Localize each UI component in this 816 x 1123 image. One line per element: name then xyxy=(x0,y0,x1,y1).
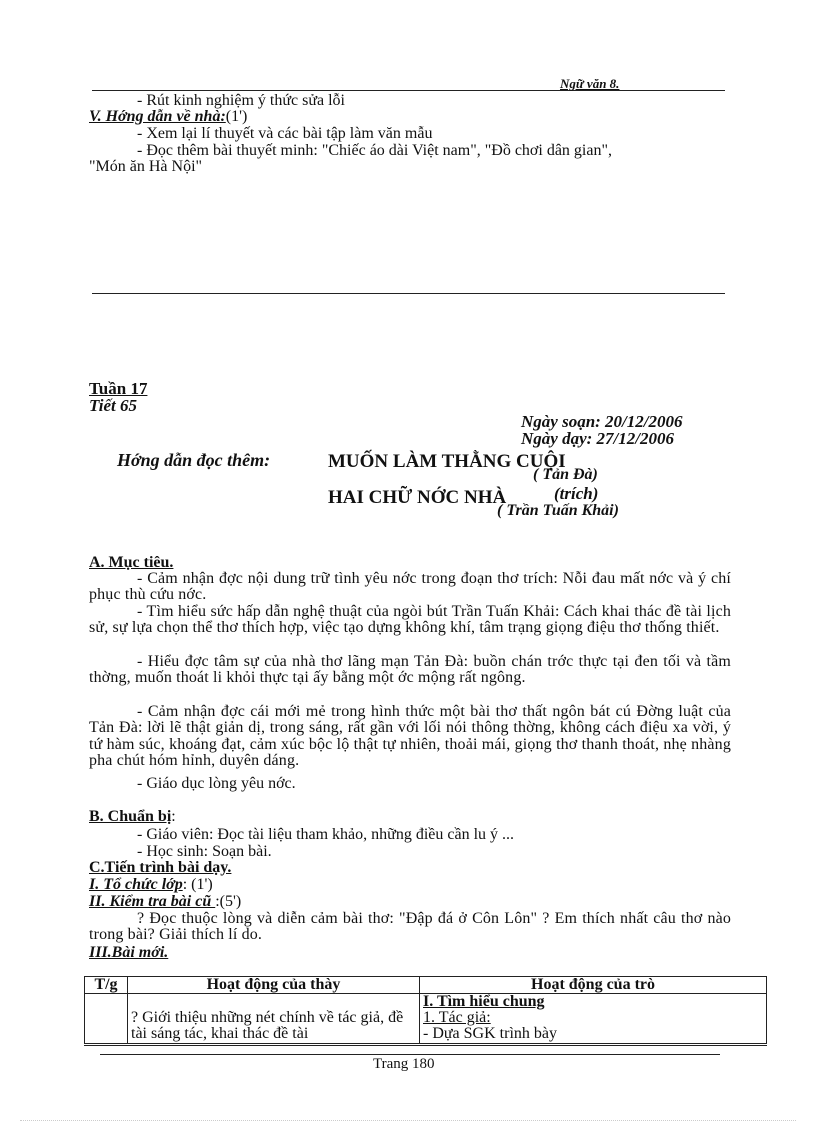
lesson-table xyxy=(84,976,767,1044)
goals-heading: A. Mục tiêu. xyxy=(89,554,174,571)
table-row xyxy=(85,994,767,1044)
check-row xyxy=(89,893,241,911)
check-heading: II. Kiểm tra bài cũ xyxy=(89,893,216,910)
prev-line-1: - Rút kinh nghiệm ý thức sửa lỗi xyxy=(137,92,345,109)
section-divider xyxy=(92,293,725,294)
table-bottom-rule xyxy=(84,1045,767,1046)
teach-date: Ngày dạy: 27/12/2006 xyxy=(521,429,674,448)
cell-student xyxy=(420,994,767,1044)
student-heading-1: I. Tìm hiểu chung xyxy=(423,993,545,1010)
prep-heading: B. Chuẩn bị xyxy=(89,808,172,825)
col-student-header: Hoạt động của trò xyxy=(420,977,767,994)
org-time: : (1') xyxy=(182,876,213,893)
poem-title-2: HAI CHỮ NỚC NHÀ xyxy=(328,487,507,508)
poem-title-1: MUỐN LÀM THẰNG CUỘI xyxy=(328,451,566,472)
header-rule xyxy=(92,90,725,91)
poem-author-2: ( Trần Tuấn Khải) xyxy=(497,502,619,519)
period-label: Tiết 65 xyxy=(89,396,137,415)
week-label: Tuần 17 xyxy=(89,379,148,398)
student-heading-2: 1. Tác giả: xyxy=(423,1009,491,1026)
cell-time xyxy=(85,994,128,1044)
table-header-row xyxy=(85,977,767,994)
prep-colon: : xyxy=(171,808,176,825)
homework-heading: V. Hớng dẫn về nhà: xyxy=(89,108,226,125)
check-time: :(5') xyxy=(215,893,242,910)
goal-4: - Cảm nhận đợc cái mới mẻ trong hình thức một bài thơ thất ngôn bát cú Đờng luật của Tản Đà: lời lẽ thật giản dị, trong sáng, rất gần với lối nói thông thờng, không cách điệu xa vời, ý tứ hàm súc, khoáng đạt, cảm xúc bộc lộ thật tự nhiên, thoải mái, giọng thơ thanh thoát, nhẹ nhàng pha chút hóm hỉnh, duyên dáng. xyxy=(89,703,731,770)
guide-label: Hớng dẫn đọc thêm: xyxy=(117,450,271,470)
col-teacher-header: Hoạt động của thày xyxy=(128,977,420,994)
goal-3: - Hiểu đợc tâm sự của nhà thơ lãng mạn Tản Đà: buồn chán trớc thực tại đen tối và tầm thờng, muốn thoát li khỏi thực tại ấy bằng một ớc mộng rất ngông. xyxy=(89,653,731,687)
prep-student: - Học sinh: Soạn bài. xyxy=(137,843,272,860)
prep-date: Ngày soạn: 20/12/2006 xyxy=(521,412,683,431)
page-bottom-border xyxy=(20,1120,796,1121)
cell-teacher xyxy=(128,994,420,1044)
page-number: Trang 180 xyxy=(373,1056,435,1072)
teacher-question: ? Giới thiệu những nét chính về tác giả, đề tài sáng tác, khai thác đề tài xyxy=(131,1009,404,1042)
prev-line-4: "Món ăn Hà Nội" xyxy=(89,158,203,175)
excerpt-label: (trích) xyxy=(554,484,599,503)
homework-heading-row xyxy=(89,108,247,126)
goal-5: - Giáo dục lòng yêu nớc. xyxy=(137,775,296,792)
col-time-header: T/g xyxy=(85,977,128,994)
homework-time: (1') xyxy=(225,108,248,125)
check-question: ? Đọc thuộc lòng và diễn cảm bài thơ: "Đập đá ở Côn Lôn" ? Em thích nhất câu thơ nào trong bài? Giải thích lí do. xyxy=(89,910,731,944)
footer-rule xyxy=(100,1054,720,1055)
goal-1: - Cảm nhận đợc nội dung trữ tình yêu nớc trong đoạn thơ trích: Nỗi đau mất nớc và ý chí phục thù cứu nớc. xyxy=(89,570,731,604)
poem-author-1: ( Tản Đà) xyxy=(533,466,598,483)
prev-line-3: - Đọc thêm bài thuyết minh: "Chiếc áo dài Việt nam", "Đồ chơi dân gian", xyxy=(137,142,612,159)
prev-line-2: - Xem lại lí thuyết và các bài tập làm văn mẫu xyxy=(137,125,433,142)
prep-teacher: - Giáo viên: Đọc tài liệu tham khảo, những điều cần lu ý ... xyxy=(137,826,515,843)
prep-heading-row xyxy=(89,808,176,826)
table-clip xyxy=(80,1046,780,1052)
new-lesson-heading: III.Bài mới. xyxy=(89,944,169,961)
process-heading: C.Tiến trình bài dạy. xyxy=(89,859,232,876)
student-line-1: - Dựa SGK trình bày xyxy=(423,1025,557,1042)
goal-2: - Tìm hiểu sức hấp dẫn nghệ thuật của ngòi bút Trần Tuấn Khải: Cách khai thác đề tài lịch sử, sự lựa chọn thể thơ thích hợp, việc tạo dựng không khí, tâm trạng giọng điệu thơ thống thiết. xyxy=(89,603,731,637)
org-heading: I. Tổ chức lớp xyxy=(89,876,183,893)
header-subject: Ngữ văn 8. xyxy=(560,76,620,91)
org-row xyxy=(89,876,213,894)
